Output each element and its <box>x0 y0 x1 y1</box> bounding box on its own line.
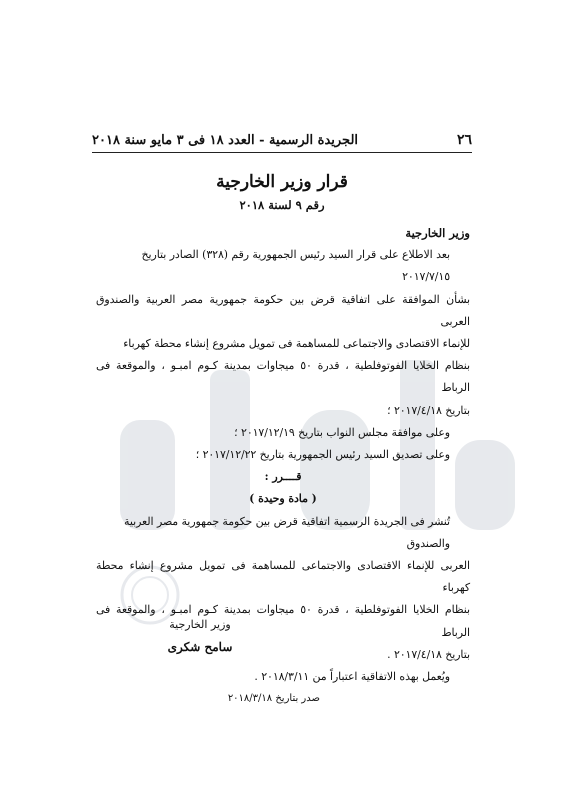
decree-word: قــــرر : <box>264 470 302 484</box>
issuer-line: وزير الخارجية <box>405 226 470 240</box>
preamble-line-2: بشأن الموافقة على اتفاقية قرض بين حكومة جمهورية مصر العربية والصندوق العربى <box>96 292 470 328</box>
article-line-3: بنظام الخلايا الفوتوفلطية ، قدرة ٥٠ ميجاوات بمدينة كـوم امبـو ، والموقعة فى الرباط <box>96 603 470 639</box>
preamble-line-5: بتاريخ ٢٠١٧/٤/١٨ ؛ <box>387 403 470 417</box>
header-rule <box>92 152 472 153</box>
signatory-title: وزير الخارجية <box>169 618 231 631</box>
decree-number: رقم ٩ لسنة ٢٠١٨ <box>239 198 325 212</box>
page-number: ٢٦ <box>456 132 472 148</box>
preamble-line-3: للإنماء الاقتصادى والاجتماعى للمساهمة فى تمويل مشروع إنشاء محطة كهرباء <box>123 337 470 351</box>
decree-body <box>96 222 470 710</box>
gazette-issue-line: الجريدة الرسمية - العدد ١٨ فى ٣ مايو سنة ٢٠١٨ <box>92 133 359 148</box>
considering-ratification: وعلى تصديق السيد رئيس الجمهورية بتاريخ ٢٠١٧/١٢/٢٢ ؛ <box>195 448 450 462</box>
preamble-line-4: بنظام الخلايا الفوتوفلطية ، قدرة ٥٠ ميجاوات بمدينة كـوم امبـو ، والموقعة فى الرباط <box>96 359 470 395</box>
preamble-line-1: بعد الاطلاع على قرار السيد رئيس الجمهورية رقم (٣٢٨) الصادر بتاريخ ٢٠١٧/٧/١٥ <box>141 248 450 284</box>
considering-parliament: وعلى موافقة مجلس النواب بتاريخ ٢٠١٧/١٢/١٩ ؛ <box>234 425 450 439</box>
issue-date: صدر بتاريخ ٢٠١٨/٣/١٨ <box>227 693 320 705</box>
page-header <box>92 132 472 148</box>
effective-date-line: ويُعمل بهذه الاتفاقية اعتباراً من ٢٠١٨/٣/١١ . <box>254 670 450 684</box>
article-line-4: بتاريخ ٢٠١٧/٤/١٨ . <box>387 647 470 661</box>
article-line-2: العربى للإنماء الاقتصادى والاجتماعى للمساهمة فى تمويل مشروع إنشاء محطة كهرباء <box>96 559 470 595</box>
article-line-1: تُنشر فى الجريدة الرسمية اتفاقية قرض بين حكومة جمهورية مصر العربية والصندوق <box>124 514 450 550</box>
article-heading: ( مادة وحيدة ) <box>249 492 317 506</box>
decree-title: قرار وزير الخارجية <box>216 172 348 192</box>
signatory-name: سامح شكرى <box>167 640 233 654</box>
